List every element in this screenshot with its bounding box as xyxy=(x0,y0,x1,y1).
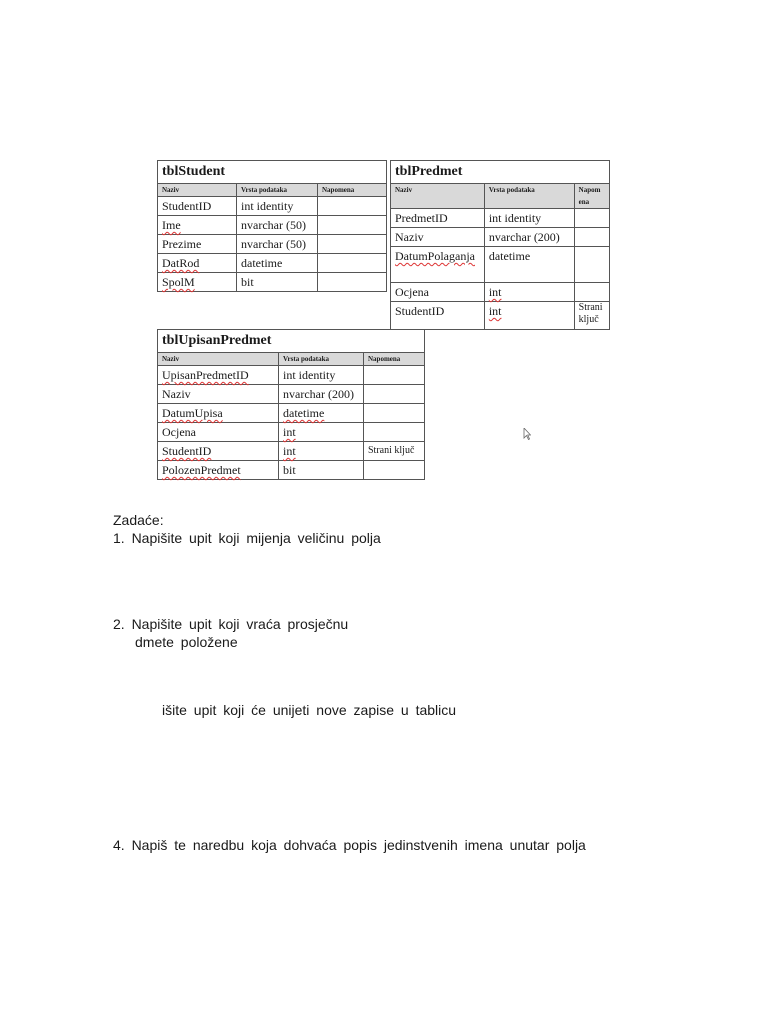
column-header: Napomena xyxy=(318,184,387,197)
column-header: Vrsta podataka xyxy=(279,353,364,366)
column-header: Naziv xyxy=(158,184,237,197)
cell xyxy=(318,235,387,254)
cell: Strani ključ xyxy=(364,442,425,461)
cell: int identity xyxy=(237,197,318,216)
table-row xyxy=(158,273,387,292)
mouse-cursor-icon xyxy=(523,428,531,440)
cell xyxy=(364,461,425,480)
cell: nvarchar (50) xyxy=(237,216,318,235)
table-tblupisanpredmet xyxy=(157,329,425,480)
table-row xyxy=(158,366,425,385)
table-row xyxy=(158,423,425,442)
column-header: Naziv xyxy=(391,184,485,209)
table-title: tblPredmet xyxy=(391,161,610,184)
table-tblpredmet xyxy=(390,160,610,330)
cell: Ime xyxy=(162,218,181,232)
cell: int identity xyxy=(484,209,574,228)
table-row xyxy=(158,254,387,273)
table-row xyxy=(158,197,387,216)
cell: StudentID xyxy=(162,444,212,458)
cell: Prezime xyxy=(158,235,237,254)
table-row xyxy=(158,385,425,404)
cell: Ocjena xyxy=(158,423,279,442)
tasks-heading: Zadaće: xyxy=(113,512,164,528)
task-1: 1. Napišite upit koji mijenja veličinu polja xyxy=(113,530,381,546)
cell xyxy=(364,366,425,385)
table-row xyxy=(158,461,425,480)
cell xyxy=(574,228,609,247)
cell: DatumUpisa xyxy=(162,406,223,420)
cell xyxy=(318,254,387,273)
table-row xyxy=(158,404,425,423)
task-4: 4. Napiš te naredbu koja dohvaća popis jedinstvenih imena unutar polja xyxy=(113,837,586,853)
cell: DatRod xyxy=(162,256,200,270)
cell xyxy=(364,404,425,423)
cell: DatumPolaganja xyxy=(395,249,475,263)
cell: int xyxy=(488,304,502,318)
column-header: Vrsta podataka xyxy=(484,184,574,209)
cell xyxy=(364,423,425,442)
cell: nvarchar (200) xyxy=(484,228,574,247)
column-header: Naziv xyxy=(158,353,279,366)
cell: int xyxy=(283,444,296,458)
table-title: tblStudent xyxy=(158,161,387,184)
table-title: tblUpisanPredmet xyxy=(158,330,425,353)
cell: Ocjena xyxy=(391,283,485,302)
cell xyxy=(364,385,425,404)
table-row xyxy=(391,302,610,330)
table-row xyxy=(158,235,387,254)
column-header: Napom ena xyxy=(574,184,609,209)
cell xyxy=(574,283,609,302)
cell: Strani ključ xyxy=(574,302,609,330)
cell xyxy=(318,216,387,235)
cell: nvarchar (200) xyxy=(279,385,364,404)
cell: bit xyxy=(279,461,364,480)
cell: int xyxy=(283,425,296,439)
cell xyxy=(318,273,387,292)
cell: int xyxy=(488,285,502,299)
table-row xyxy=(391,247,610,283)
cell: Naziv xyxy=(391,228,485,247)
table-row xyxy=(158,216,387,235)
cell: PredmetID xyxy=(391,209,485,228)
table-row xyxy=(391,228,610,247)
cell: datetime xyxy=(484,247,574,283)
table-row xyxy=(391,209,610,228)
cell: PolozenPredmet xyxy=(162,463,241,477)
cell: int identity xyxy=(279,366,364,385)
table-row xyxy=(158,442,425,461)
table-row xyxy=(391,283,610,302)
cell: StudentID xyxy=(391,302,485,330)
cell xyxy=(318,197,387,216)
cell: UpisanPredmetID xyxy=(162,368,249,382)
column-header: Vrsta podataka xyxy=(237,184,318,197)
task-3: išite upit koji će unijeti nove zapise u tablicu xyxy=(162,702,457,718)
column-header: Napomena xyxy=(364,353,425,366)
cell: datetime xyxy=(237,254,318,273)
cell: Naziv xyxy=(158,385,279,404)
cell: nvarchar (50) xyxy=(237,235,318,254)
task-2-line-1: 2. Napišite upit koji vraća prosječnu xyxy=(113,616,349,632)
cell: SpolM xyxy=(162,275,195,289)
task-2-line-2: dmete položene xyxy=(135,634,238,650)
cell: datetime xyxy=(283,406,325,420)
cell: StudentID xyxy=(158,197,237,216)
table-tblstudent xyxy=(157,160,387,292)
cell: bit xyxy=(237,273,318,292)
cell xyxy=(574,209,609,228)
cell xyxy=(574,247,609,283)
